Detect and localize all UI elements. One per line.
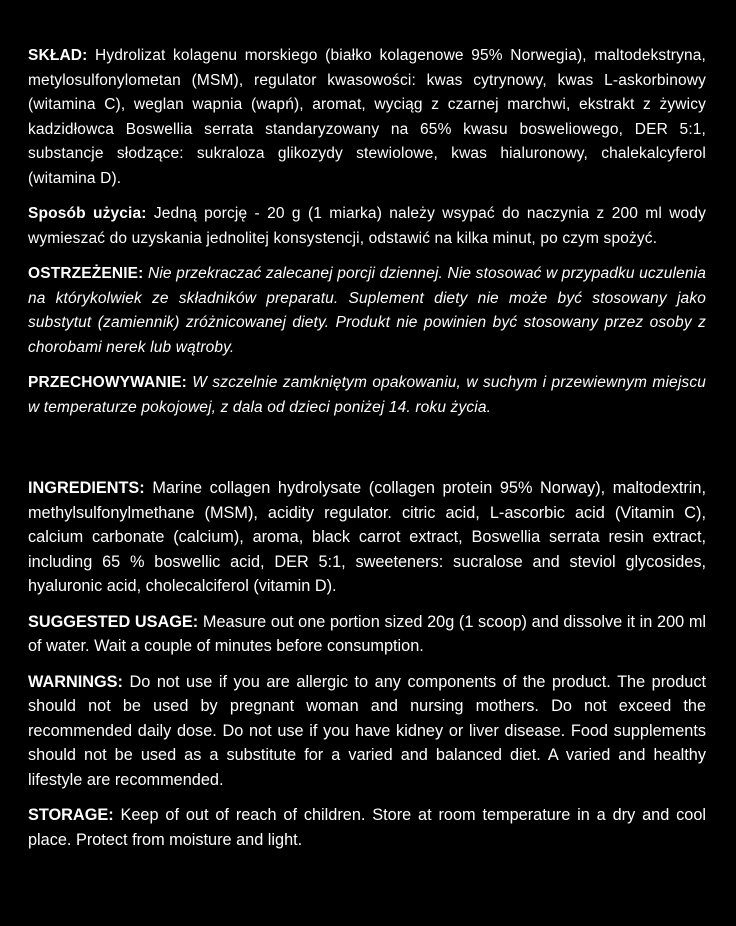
suggested-usage-label: SUGGESTED USAGE: [28,612,199,631]
ingredients-paragraph [28,476,706,599]
storage-label: STORAGE: [28,806,114,824]
ostrzezenie-text: Nie przekraczać zalecanej porcji dziennej. Nie stosować w przypadku uczulenia na którykolwiek ze składników preparatu. Suplement diety nie może być stosowany jako substytut (zamiennik) zróżnicowanej diety. Produkt nie powinien być stosowany przez osoby z chorobami nerek lub wątroby. [28,265,706,356]
storage-paragraph [28,803,706,852]
sposob-uzycia-paragraph [28,202,706,251]
ingredients-text: Marine collagen hydrolysate (collagen protein 95% Norway), maltodextrin, methylsulfonylmethane (MSM), acidity regulator. citric acid, L-ascorbic acid (Vitamin C), calcium carbonate (calcium), aroma, black carrot extract, Boswellia serrata resin extract, including 65 % boswellic acid, DER 5:1, sweeteners: sucralose and steviol glycosides, hyaluronic acid, cholecalciferol (vitamin D). [28,479,706,595]
ostrzezenie-paragraph [28,262,706,360]
ingredients-label: INGREDIENTS: [28,479,145,497]
ostrzezenie-label: OSTRZEŻENIE: [28,265,144,282]
polish-section [28,44,706,420]
suggested-usage-paragraph [28,610,706,659]
english-section [28,476,706,852]
sklad-label: SKŁAD: [28,47,88,64]
sklad-text: Hydrolizat kolagenu morskiego (białko kolagenowe 95% Norwegia), maltodekstryna, metylosulfonylometan (MSM), regulator kwasowości: kwas cytrynowy, kwas L-askorbinowy (witamina C), weglan wapnia (wapń), aromat, wyciąg z czarnej marchwi, ekstrakt z żywicy kadzidłowca Boswellia serrata standaryzowany na 65% kwasu bosweliowego, DER 5:1, substancje słodzące: sukraloza glikozydy stewiolowe, kwas hialuronowy, chalekalcyferol (witamina D). [28,47,706,187]
sposob-uzycia-label: Sposób użycia: [28,205,147,222]
warnings-paragraph [28,670,706,793]
przechowywanie-paragraph [28,371,706,420]
label-text-panel [28,44,706,863]
przechowywanie-label: PRZECHOWYWANIE: [28,374,187,391]
przechowywanie-text: W szczelnie zamkniętym opakowaniu, w suchym i przewiewnym miejscu w temperaturze pokojowej, z dala od dzieci poniżej 14. roku życia. [28,374,706,416]
sposob-uzycia-text: Jedną porcję - 20 g (1 miarka) należy wsypać do naczynia z 200 ml wody wymieszać do uzyskania jednolitej konsystencji, odstawić na kilka minut, po czym spożyć. [28,205,706,247]
section-gap [28,431,706,476]
storage-text: Keep of out of reach of children. Store at room temperature in a dry and cool place. Protect from moisture and light. [28,806,706,849]
warnings-text: Do not use if you are allergic to any components of the product. The product should not be used by pregnant woman and nursing mothers. Do not exceed the recommended daily dose. Do not use if you have kidney or liver disease. Food supplements should not be used as a substitute for a varied and balanced diet. A varied and healthy lifestyle are recommended. [28,672,706,789]
warnings-label: WARNINGS: [28,672,123,691]
suggested-usage-text: Measure out one portion sized 20g (1 scoop) and dissolve it in 200 ml of water. Wait a couple of minutes before consumption. [28,612,707,655]
sklad-paragraph [28,44,706,191]
